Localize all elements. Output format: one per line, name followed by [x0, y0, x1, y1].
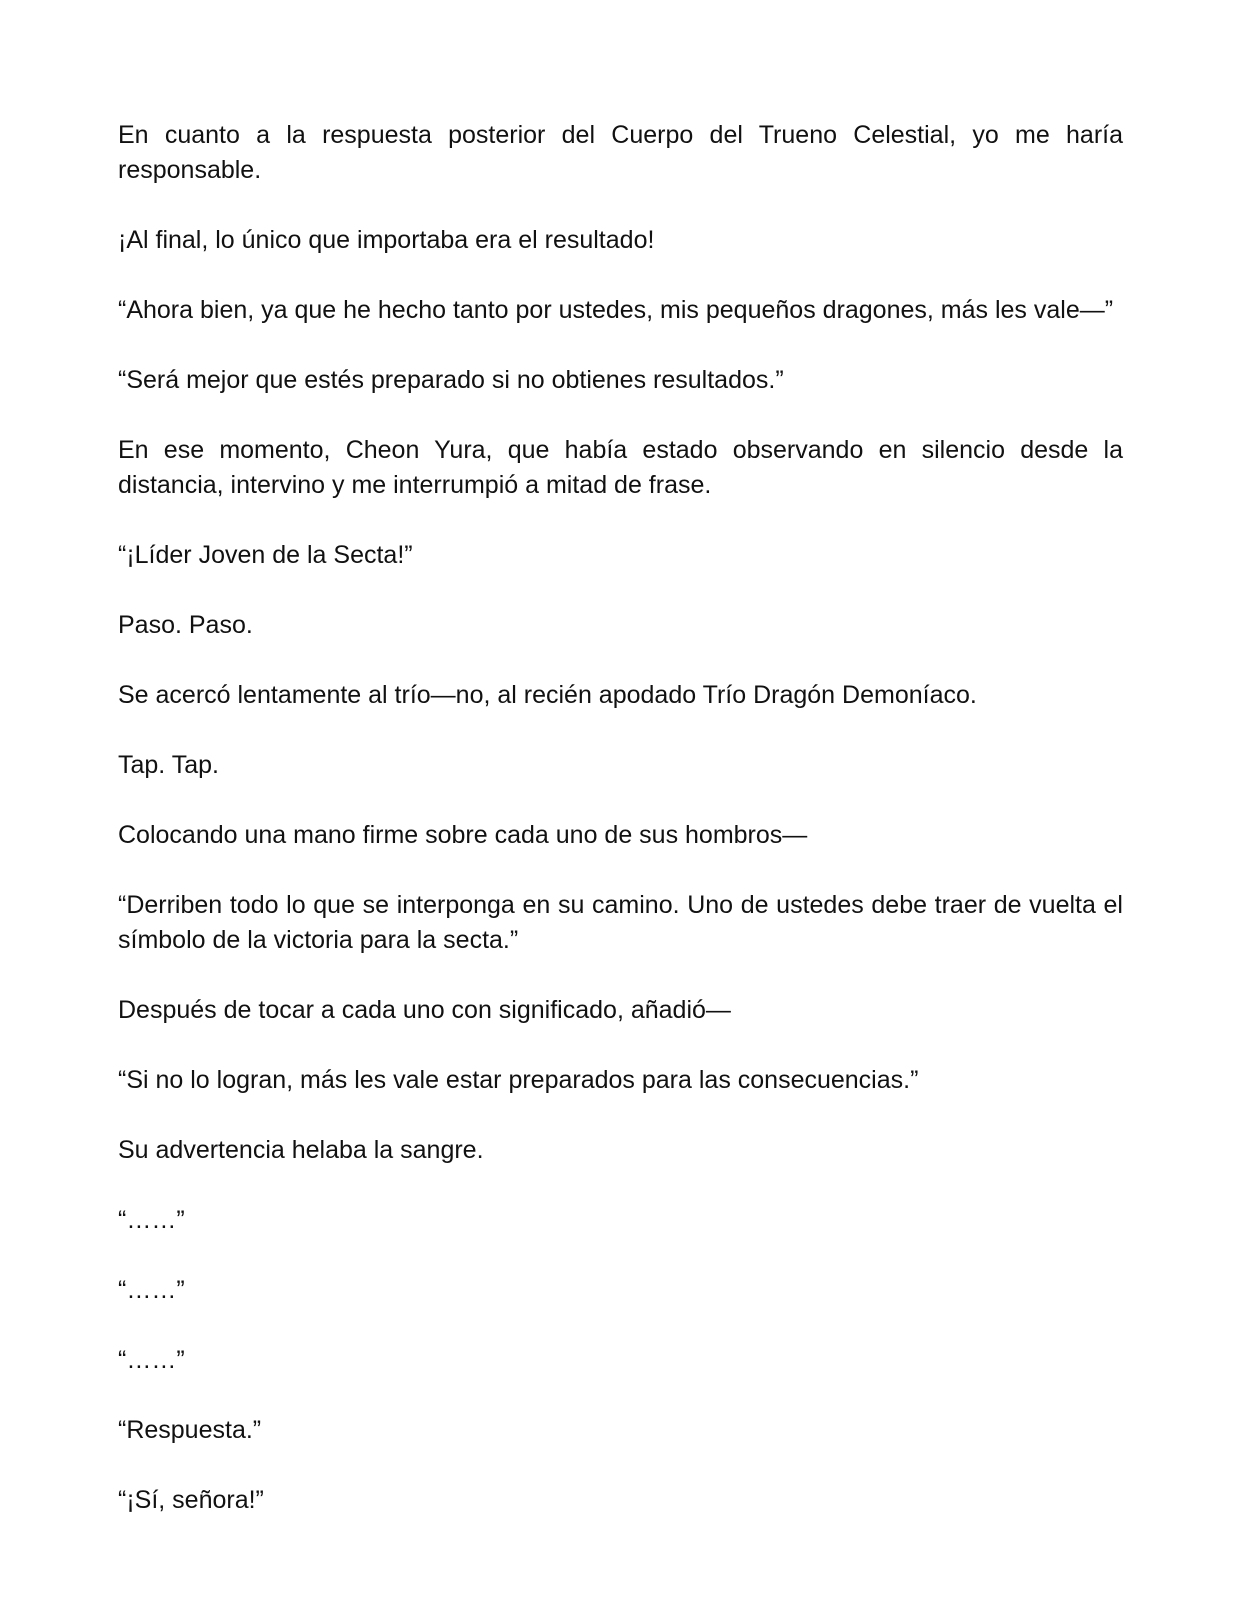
- paragraph: Tap. Tap.: [118, 751, 220, 779]
- paragraph: “……”: [118, 1276, 185, 1304]
- paragraph: “Derriben todo lo que se interponga en su camino. Uno de ustedes debe traer de vuelta el símbolo de la victoria para la secta.”: [118, 891, 1123, 954]
- paragraph: En ese momento, Cheon Yura, que había estado observando en silencio desde la distancia, intervino y me interrumpió a mitad de frase.: [118, 436, 1123, 499]
- paragraph: En cuanto a la respuesta posterior del Cuerpo del Trueno Celestial, yo me haría responsable.: [118, 121, 1123, 184]
- paragraph: Su advertencia helaba la sangre.: [118, 1136, 484, 1164]
- paragraph: Colocando una mano firme sobre cada uno de sus hombros—: [118, 821, 808, 849]
- document-body: [118, 118, 1123, 1553]
- paragraph: Se acercó lentamente al trío—no, al recién apodado Trío Dragón Demoníaco.: [118, 681, 977, 709]
- paragraph: “Respuesta.”: [118, 1416, 262, 1444]
- paragraph: Paso. Paso.: [118, 611, 253, 639]
- paragraph: “Si no lo logran, más les vale estar preparados para las consecuencias.”: [118, 1066, 919, 1094]
- paragraph: “¡Líder Joven de la Secta!”: [118, 541, 413, 569]
- paragraph: “Será mejor que estés preparado si no obtienes resultados.”: [118, 366, 784, 394]
- paragraph: “……”: [118, 1346, 185, 1374]
- paragraph: “¡Sí, señora!”: [118, 1486, 264, 1514]
- paragraph: ¡Al final, lo único que importaba era el resultado!: [118, 226, 655, 254]
- paragraph: “Ahora bien, ya que he hecho tanto por ustedes, mis pequeños dragones, más les vale—”: [118, 296, 1114, 324]
- paragraph: Después de tocar a cada uno con significado, añadió—: [118, 996, 731, 1024]
- paragraph: “……”: [118, 1206, 185, 1234]
